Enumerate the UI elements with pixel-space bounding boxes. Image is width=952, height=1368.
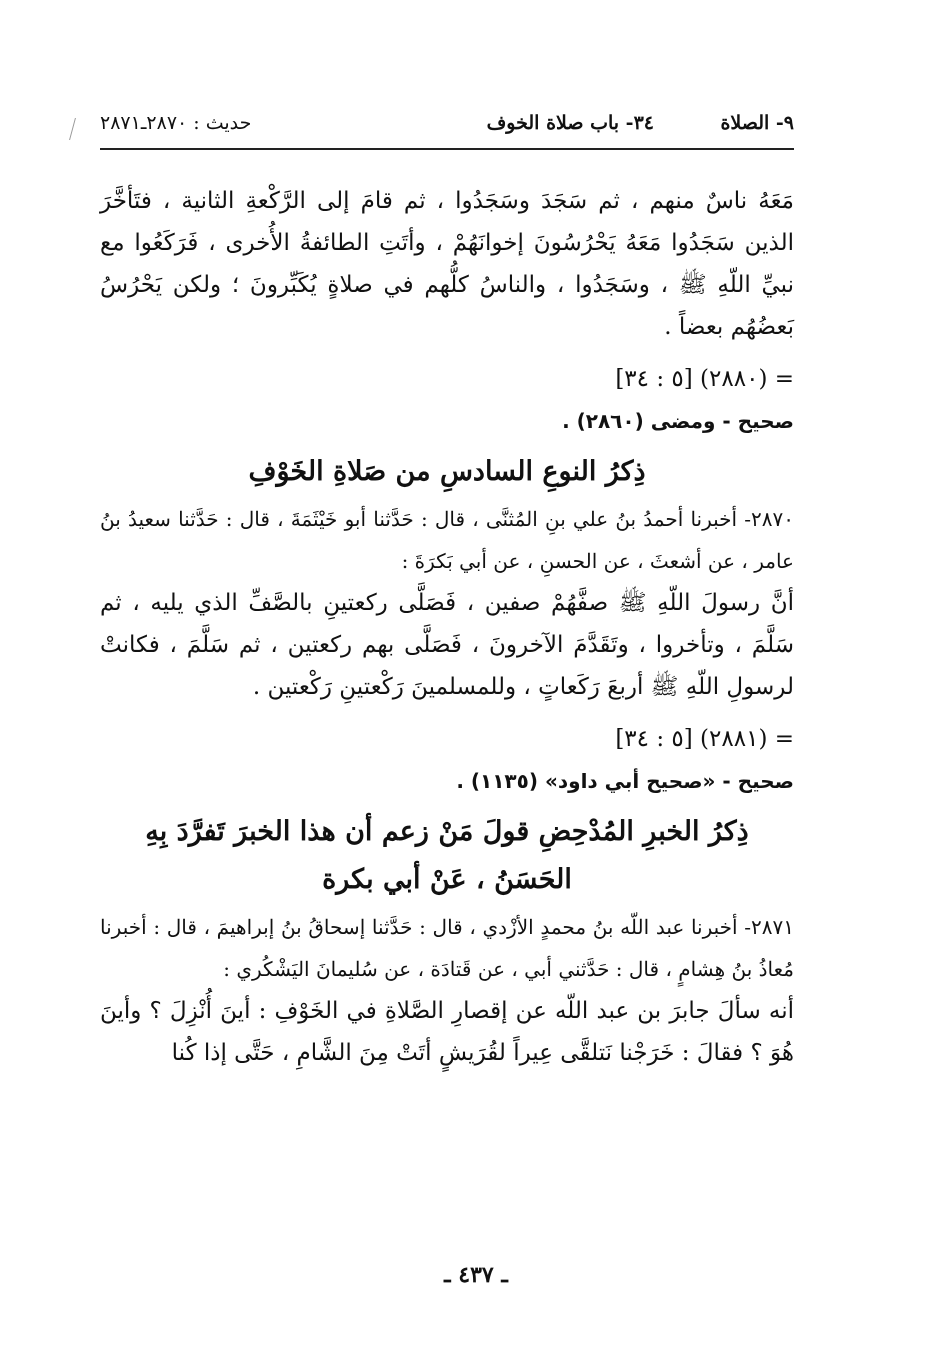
section-heading-2-line-2: الحَسَنُ ، عَنْ أبي بكرة <box>322 864 572 895</box>
running-header <box>100 112 794 146</box>
header-book-title: ٩- الصلاة <box>720 112 794 134</box>
reference-line-1: = (٢٨٨٠) [٥ : ٣٤] <box>615 366 794 392</box>
section-heading-1: ذِكرُ النوعِ السادسِ من صَلاةِ الخَوْفِ <box>248 456 646 487</box>
header-chapter-title: ٣٤- باب صلاة الخوف <box>486 112 654 134</box>
header-hadith-range: حديث : ٢٨٧٠ـ٢٨٧١ <box>100 112 252 134</box>
hadith-2871-text: أنه سألَ جابرَ بن عبد اللّه عن إقصارِ الصَّلاةِ في الخَوْفِ : أينَ أُنْزِلَ ؟ وأينَ هُوَ ؟ فقالَ : خَرَجْنا نَتلقَّى عِيراً لقُرَيشٍ أتَتْ مِنَ الشَّامِ ، حَتَّى إذا كُنا <box>100 998 794 1066</box>
section-heading-2-line-1: ذِكرُ الخبرِ المُدْحِضِ قولَ مَنْ زعم أن هذا الخبرَ تَفرَّدَ بِهِ <box>145 816 749 847</box>
hadith-2870-text: أنَّ رسولَ اللّهِ ﷺ صفَّهُمْ صفين ، فَصَلَّى ركعتينِ بالصَّفِّ الذي يليه ، ثم سَلَّمَ ، وتأخروا ، وتَقَدَّمَ الآخرونَ ، فَصَلَّى بهم ركعتين ، ثم سَلَّمَ ، فكانتْ لرسولِ اللّهِ ﷺ أربعَ رَكَعاتٍ ، وللمسلمينَ رَكْعتينِ رَكْعتين . <box>100 590 794 700</box>
page-body <box>100 180 794 1074</box>
header-rule <box>100 148 794 150</box>
page-number: ـ ٤٣٧ ـ <box>444 1262 508 1288</box>
margin-mark <box>69 118 86 140</box>
hadith-2871-chain: ٢٨٧١- أخبرنا عبد اللّه بنُ محمدٍ الأزْدي ، قال : حَدَّثنا إسحاقُ بنُ إبراهيمَ ، قال : أخبرنا مُعاذُ بنُ هِشامٍ ، قال : حَدَّثني أبي ، عن قَتادَة ، عن سُليمانَ اليَشْكُري : <box>100 915 794 981</box>
paragraph-continuation: مَعَهُ ناسٌ منهم ، ثم سَجَدَ وسَجَدُوا ، ثم قامَ إلى الرَّكْعةِ الثانية ، فتَأخَّرَ الذين سَجَدُوا مَعَهُ يَحْرُسُونَ إخوانَهُمْ ، وأتَتِ الطائفةُ الأُخرى ، فَرَكَعُوا مع نبيِّ اللّهِ ﷺ ، وسَجَدُوا ، والناسُ كلُّهم في صلاةٍ يُكَبِّرونَ ؛ ولكن يَحْرُسُ بَعضُهُم بعضاً . <box>100 188 794 340</box>
hadith-2870-chain: ٢٨٧٠- أخبرنا أحمدُ بنُ علي بنِ المُثنَّى ، قال : حَدَّثنا أبو خَيْثَمَةَ ، قال : حَدَّثنا سعيدُ بنُ عامر ، عن أشعثَ ، عن الحسنِ ، عن أبي بَكرَةَ : <box>100 507 794 573</box>
reference-line-2: = (٢٨٨١) [٥ : ٣٤] <box>615 726 794 752</box>
grading-line-1: صحيح - ومضى (٢٨٦٠) . <box>562 409 794 433</box>
grading-line-2: صحيح - «صحيح أبي داود» (١١٣٥) . <box>456 769 794 793</box>
